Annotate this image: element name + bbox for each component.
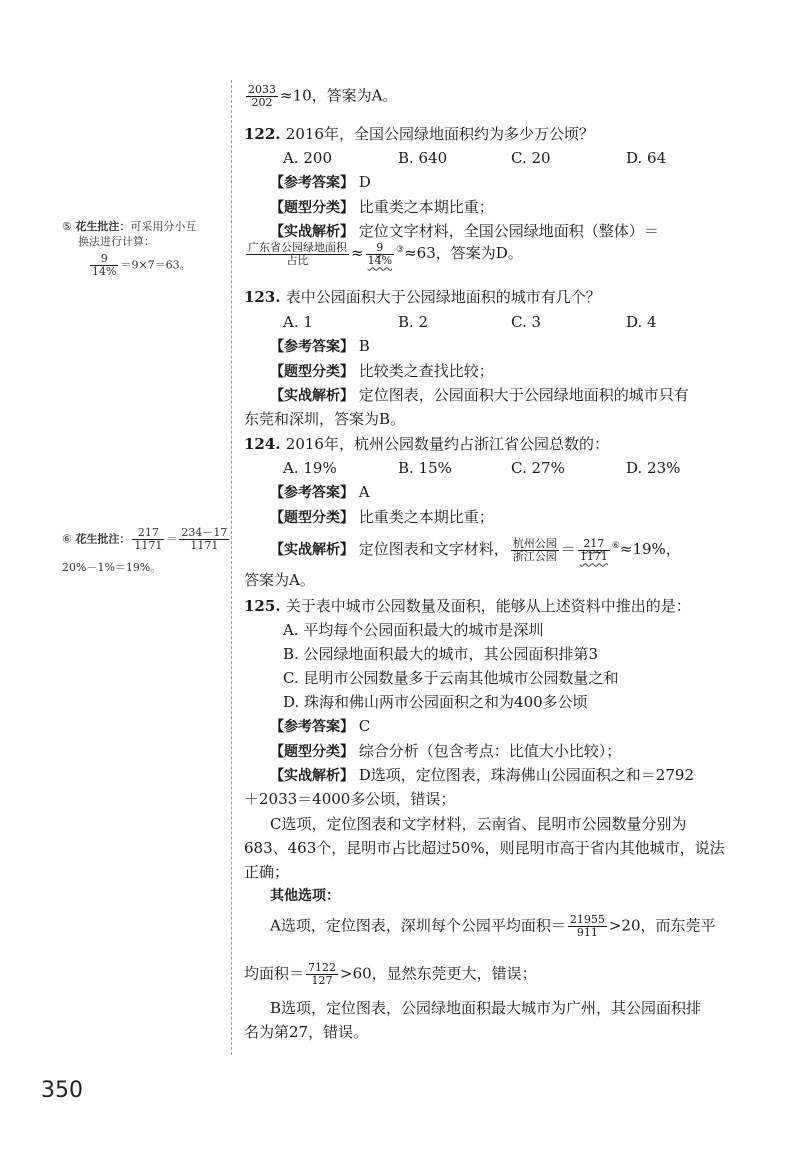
q124-type: 【题型分类】 比重类之本期比重； [270,508,494,526]
q122-type: 【题型分类】 比重类之本期比重； [270,198,494,216]
q125-analysis: 【实战解析】 D选项，定位图表，珠海佛山公园面积之和＝2792 [270,766,694,784]
q125-analysis-b1: B选项，定位图表，公园绿地面积最大城市为广州，其公园面积排 [270,999,702,1017]
fraction: $\frac{217}{1171}$ [134,526,163,552]
q123-option-c: C. 3 [511,313,542,331]
question-124: 124. 2016年，杭州公园数量约占浙江省公园总数的： [244,435,609,453]
q125-answer: 【参考答案】 C [270,717,371,735]
top-line: $\frac{2033}{202}$ ≈10，答案为A。 [248,83,398,109]
q124-option-b: B. 15% [398,459,452,477]
q125-analysis-a1: A选项，定位图表，深圳每个公园平均面积＝ $\frac{21955}{911}$ >20，而东莞平 [270,913,716,939]
q123-option-a: A. 1 [283,313,313,331]
fraction: $\frac{7122}{127}$ [308,961,337,987]
side-note-5: ⑤ 花生批注：可采用分小互 换法进行计算： $\frac{9}{14\%}$ ＝9×7＝63。 [62,220,197,278]
q124-answer: 【参考答案】 A [270,483,370,501]
fraction: $\frac{234-17}{1171}$ [181,526,228,552]
q125-option-c: C. 昆明市公园数量多于云南其他城市公园数量之和 [283,669,619,687]
side-note-6: ⑥ 花生批注： $\frac{217}{1171}$ ＝ $\frac{234-17}{1171}$ 20%－1%＝19%。 [62,526,228,574]
q124-option-a: A. 19% [283,459,337,477]
fraction: $\frac{21955}{911}$ [569,913,605,939]
q125-analysis-c3: 正确； [244,863,290,881]
fraction: $\frac{9}{14\%}$ [92,252,117,278]
q124-option-c: C. 27% [511,459,565,477]
q122-analysis-formula: $\frac{\text{广东省公园绿地面积}}{\text{占比}}$ ≈ $\frac{9}{14\%}$ ③≈63，答案为D。 [248,240,523,267]
q123-option-b: B. 2 [398,313,429,331]
q123-analysis: 【实战解析】 定位图表，公园面积大于公园绿地面积的城市只有 [270,386,689,404]
question-122: 122. 2016年，全国公园绿地面积约为多少万公顷？ [244,125,594,143]
fraction: $\frac{217}{1171}$ [579,536,608,563]
q123-answer: 【参考答案】 B [270,337,370,355]
q123-analysis-cont: 东莞和深圳，答案为B。 [244,410,406,428]
fraction: $\frac{9}{14\%}$ [367,240,393,267]
q122-option-b: B. 640 [398,149,448,167]
q122-answer: 【参考答案】 D [270,173,371,191]
q125-type: 【题型分类】 综合分析（包含考点：比值大小比较）； [270,742,622,760]
question-125: 125. 关于表中城市公园数量及面积，能够从上述资料中推出的是： [244,597,691,615]
q122-analysis: 【实战解析】 定位文字材料，全国公园绿地面积（整体）＝ [270,222,659,240]
q122-option-c: C. 20 [511,149,551,167]
question-123: 123. 表中公园面积大于公园绿地面积的城市有几个？ [244,288,601,306]
q125-option-a: A. 平均每个公园面积最大的城市是深圳 [283,621,544,639]
q124-analysis-cont: 答案为A。 [244,571,315,589]
page-number: 350 [41,1078,83,1103]
q122-option-a: A. 200 [283,149,332,167]
q125-analysis-b2: 名为第27，错误。 [244,1023,369,1041]
q122-option-d: D. 64 [626,149,667,167]
fraction: $\frac{\text{广东省公园绿地面积}}{\text{占比}}$ [248,240,347,267]
q125-option-d: D. 珠海和佛山两市公园面积之和为400多公顷 [283,693,588,711]
other-options-label: 其他选项： [270,888,340,904]
q123-type: 【题型分类】 比较类之查找比较； [270,362,494,380]
fraction: $\frac{2033}{202}$ [248,83,276,109]
q125-analysis-c2: 683、463个，昆明市占比超过50%，则昆明市高于省内其他城市，说法 [244,839,725,857]
q125-analysis-a2: 均面积＝ $\frac{7122}{127}$ >60，显然东莞更大，错误； [244,961,537,987]
q125-analysis-d2: ＋2033＝4000多公顷，错误； [244,790,456,808]
q123-option-d: D. 4 [626,313,657,331]
q124-option-d: D. 23% [626,459,681,477]
fraction: $\frac{\text{杭州公园}}{\text{浙江公园}}$ [512,536,557,563]
q124-analysis: 【实战解析】 定位图表和文字材料， $\frac{\text{杭州公园}}{\text{浙江公园}}$ ＝ $\frac{217}{1171}$ ⑥≈19%， [270,536,681,563]
q125-option-b: B. 公园绿地面积最大的城市，其公园面积排第3 [283,645,599,663]
q125-analysis-c1: C选项，定位图表和文字材料，云南省、昆明市公园数量分别为 [270,815,687,833]
